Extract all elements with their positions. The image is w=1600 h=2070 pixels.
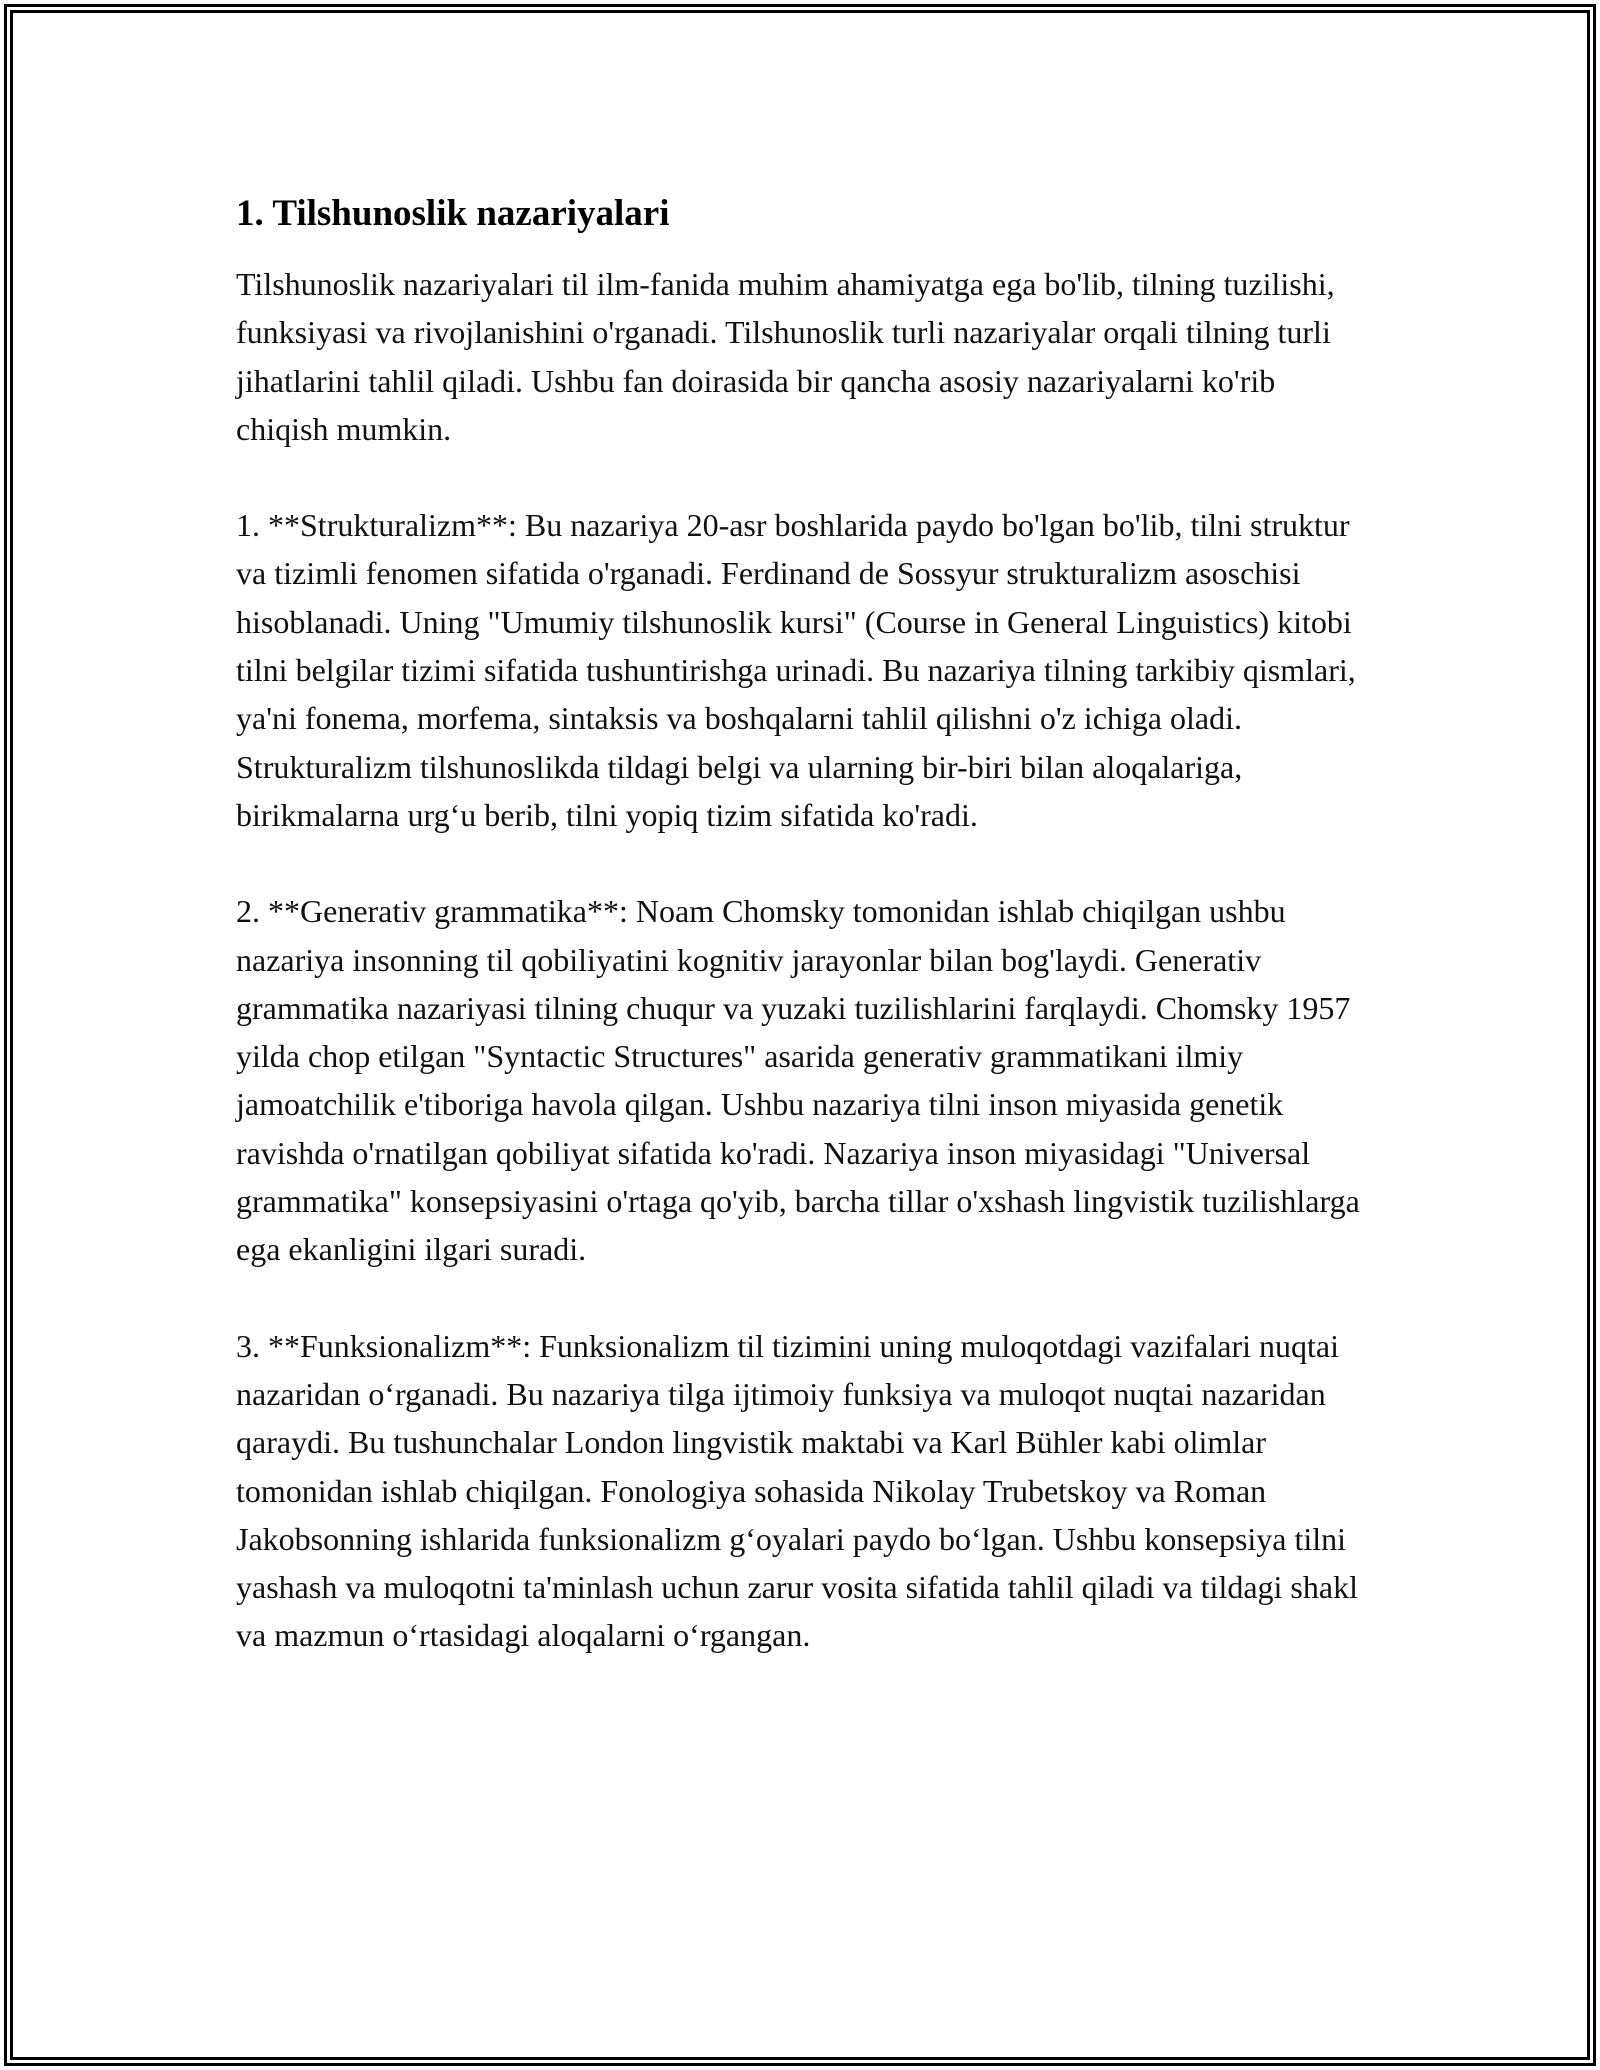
paragraph-intro: Tilshunoslik nazariyalari til ilm-fanida muhim ahamiyatga ega bo'lib, tilning tuzilishi, funksiyasi va rivojlanishini o'rganadi. Tilshunoslik turli nazariyalar orqali tilning turli jihatlarini tahlil qiladi. Ushbu fan doirasida bir qancha asosiy nazariyalarni ko'rib chiqish mumkin. [236,266,1335,447]
paragraph-funksionalizm: 3. **Funksionalizm**: Funksionalizm til tizimini uning muloqotdagi vazifalari nuqtai nazaridan o‘rganadi. Bu nazariya tilga ijtimoiy funksiya va muloqot nuqtai nazaridan qaraydi. Bu tushunchalar London lingvistik maktabi va Karl Bühler kabi olimlar tomonidan ishlab chiqilgan. Fonologiya sohasida Nikolay Trubetskoy va Roman Jakobsonning ishlarida funksionalizm g‘oyalari paydo bo‘lgan. Ushbu konsepsiya tilni yashash va muloqotni ta'minlash uchun zarur vosita sifatida tahlil qiladi va tildagi shakl va mazmun o‘rtasidagi aloqalarni o‘rgangan. [236,1327,1358,1654]
paragraph-generativ-grammatika: 2. **Generativ grammatika**: Noam Chomsky tomonidan ishlab chiqilgan ushbu nazariya insonning til qobiliyatini kognitiv jarayonlar bilan bog'laydi. Generativ grammatika nazariyasi tilning chuqur va yuzaki tuzilishlarini farqlaydi. Chomsky 1957 yilda chop etilgan "Syntactic Structures" asarida generativ grammatikani ilmiy jamoatchilik e'tiboriga havola qilgan. Ushbu nazariya tilni inson miyasida genetik ravishda o'rnatilgan qobiliyat sifatida ko'radi. Nazariya inson miyasidagi "Universal grammatika" konsepsiyasini o'rtaga qo'yib, barcha tillar o'xshash lingvistik tuzilishlarga ega ekanligini ilgari suradi. [236,893,1360,1268]
paragraph-strukturalizm: 1. **Strukturalizm**: Bu nazariya 20-asr boshlarida paydo bo'lgan bo'lib, tilni struktur va tizimli fenomen sifatida o'rganadi. Ferdinand de Sossyur strukturalizm asoschisi hisoblanadi. Uning "Umumiy tilshunoslik kursi" (Course in General Linguistics) kitobi tilni belgilar tizimi sifatida tushuntirishga urinadi. Bu nazariya tilning tarkibiy qismlari, ya'ni fonema, morfema, sintaksis va boshqalarni tahlil qilishni o'z ichiga oladi. Strukturalizm tilshunoslikda tildagi belgi va ularning bir-biri bilan aloqalariga, birikmalarna urg‘u berib, tilni yopiq tizim sifatida ko'radi. [236,507,1356,833]
document-body [236,190,1366,1660]
document-title: 1. Tilshunoslik nazariyalari [236,193,670,234]
